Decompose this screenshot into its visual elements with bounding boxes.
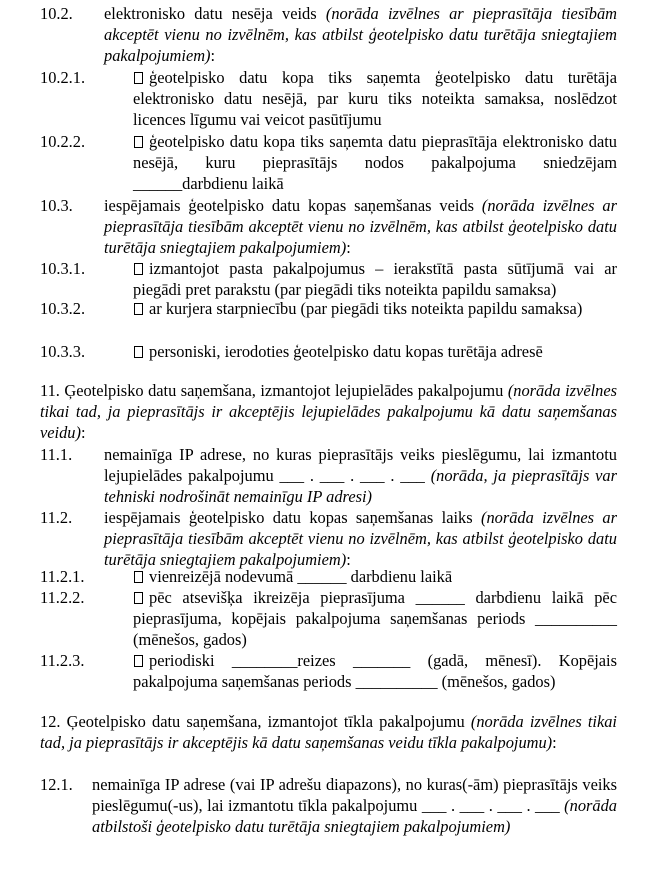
clause-text: nemainīga IP adrese (vai IP adrešu diapazons), no kuras(-ām) pieprasītājs veiks pieslēgumu(-us), lai izmantotu tīkla pakalpojumu ___ . ___ . ___ . ___ (norāda atbilstoši ģeotelpisko datu turētāja sniegtajiem pakalpojumiem) — [92, 775, 617, 836]
clause-text: iespējamais ģeotelpisko datu kopas saņemšanas veids (norāda izvēlnes ar pieprasītāja tiesībām akceptēt vienu no izvēlnēm, kas atbilst ģeotelpisko datu turētāja sniegtajiem pakalpojumiem): — [104, 196, 617, 257]
clause-number: 10.2. — [40, 4, 73, 23]
clause-number: 11.1. — [40, 445, 73, 464]
option-checkbox[interactable] — [134, 571, 143, 583]
option-checkbox[interactable] — [134, 346, 143, 358]
clause-text: personiski, ierodoties ģeotelpisko datu kopas turētāja adresē — [133, 341, 617, 362]
clause-text: izmantojot pasta pakalpojumus – ierakstītā pasta sūtījumā vai ar piegādi pret parakstu (par piegādi tiks noteikta papildu samaksa) — [133, 259, 617, 299]
option-checkbox[interactable] — [134, 655, 143, 667]
clause-number: 12.1. — [40, 775, 73, 794]
clause-text: nemainīga IP adrese, no kuras pieprasītājs veiks pieslēgumu, lai izmantotu lejupielādes pakalpojumu ___ . ___ . ___ . ___ (norāda, ja pieprasītājs var tehniski nodrošināt nemainīgu IP adresi) — [104, 445, 617, 506]
clause-number: 10.3. — [40, 196, 73, 215]
option-checkbox[interactable] — [134, 72, 143, 84]
option-checkbox[interactable] — [134, 263, 143, 275]
option-checkbox[interactable] — [134, 592, 143, 604]
clause-number: 10.3.1. — [40, 259, 86, 278]
clause-note: (norāda izvēlnes ar pieprasītāja tiesībām akceptēt vienu no izvēlnēm, kas atbilst ģeotelpisko datu turētāja sniegtajiem pakalpojumiem) — [104, 196, 617, 257]
clause-text: vienreizējā nodevumā ______ darbdienu laikā — [133, 566, 617, 587]
section-note: (norāda izvēlnes tikai tad, ja pieprasītājs ir akceptējis kā datu saņemšanas veidu tīkla pakalpojumu) — [40, 712, 617, 752]
clause-text: elektronisko datu nesēja veids (norāda izvēlnes ar pieprasītāja tiesībām akceptēt vienu no izvēlnēm, kas atbilst ģeotelpisko datu turētāja sniegtajiem pakalpojumiem): — [104, 4, 617, 65]
clause-number: 10.2.2. — [40, 132, 86, 151]
option-checkbox[interactable] — [134, 303, 143, 315]
clause-text: ar kurjera starpniecību (par piegādi tiks noteikta papildu samaksa) — [133, 298, 617, 319]
clause-text: iespējamais ģeotelpisko datu kopas saņemšanas laiks (norāda izvēlnes ar pieprasītāja tiesībām akceptēt vienu no izvēlnēm, kas atbilst ģeotelpisko datu turētāja sniegtajiem pakalpojumiem): — [104, 508, 617, 569]
option-checkbox[interactable] — [134, 136, 143, 148]
section-11-heading: 11. Ģeotelpisko datu saņemšana, izmantojot lejupielādes pakalpojumu (norāda izvēlnes tikai tad, ja pieprasītājs ir akceptējis lejupielādes pakalpojumu kā datu saņemšanas veidu): — [40, 381, 618, 442]
clause-text: ģeotelpisko datu kopa tiks saņemta ģeotelpisko datu turētāja elektronisko datu nesējā, par kuru tiks noteikta samaksa, noslēdzot licences līgumu vai veicot pasūtījumu — [133, 68, 617, 129]
clause-text: periodiski ________reizes _______ (gadā, mēnesī). Kopējais pakalpojuma saņemšanas periods __________ (mēnešos, gados) — [133, 651, 617, 691]
clause-note: (norāda atbilstoši ģeotelpisko datu turētāja sniegtajiem pakalpojumiem) — [92, 796, 617, 836]
clause-number: 11.2. — [40, 508, 73, 527]
clause-note: (norāda izvēlnes ar pieprasītāja tiesībām akceptēt vienu no izvēlnēm, kas atbilst ģeotelpisko datu turētāja sniegtajiem pakalpojumiem) — [104, 4, 617, 65]
clause-text: ģeotelpisko datu kopa tiks saņemta datu pieprasītāja elektronisko datu nesējā, kuru pieprasītājs nodos pakalpojuma sniedzējam ______darbdienu laikā — [133, 132, 617, 193]
clause-number: 11.2.2. — [40, 588, 85, 607]
clause-number: 10.3.3. — [40, 342, 86, 361]
clause-text: pēc atsevišķa ikreizēja pieprasījuma ______ darbdienu laikā pēc pieprasījuma, kopējais pakalpojuma saņemšanas periods __________ (mēnešos, gados) — [133, 588, 617, 649]
clause-note: (norāda, ja pieprasītājs var tehniski nodrošināt nemainīgu IP adresi) — [104, 466, 617, 506]
clause-note: (norāda izvēlnes ar pieprasītāja tiesībām akceptēt vienu no izvēlnēm, kas atbilst ģeotelpisko datu turētāja sniegtajiem pakalpojumiem) — [104, 508, 617, 569]
clause-number: 11.2.3. — [40, 651, 85, 670]
clause-number: 10.3.2. — [40, 299, 86, 318]
clause-number: 10.2.1. — [40, 68, 86, 87]
section-note: (norāda izvēlnes tikai tad, ja pieprasītājs ir akceptējis lejupielādes pakalpojumu kā datu saņemšanas veidu) — [40, 381, 618, 442]
section-12-heading: 12. Ģeotelpisko datu saņemšana, izmantojot tīkla pakalpojumu (norāda izvēlnes tikai tad, ja pieprasītājs ir akceptējis kā datu saņemšanas veidu tīkla pakalpojumu): — [40, 712, 617, 752]
clause-number: 11.2.1. — [40, 567, 85, 586]
